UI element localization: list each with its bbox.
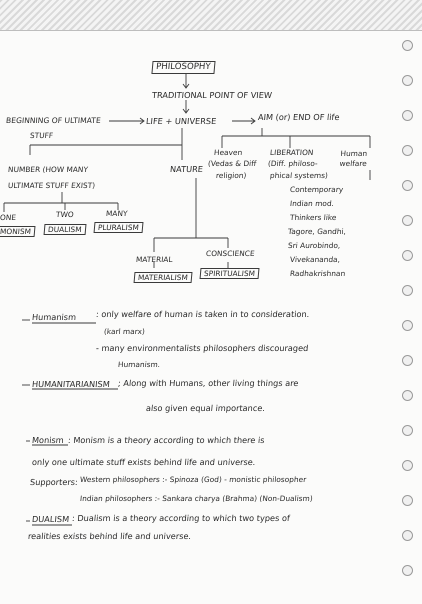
stuff-node: STUFF bbox=[29, 131, 54, 140]
supporters-line: Indian philosophers :- Sankara charya (Brahma) (Non-Dualism) bbox=[79, 494, 314, 503]
thinker-line: Thinkers like bbox=[289, 213, 337, 222]
supporters-line: Western philosophers :- Spinoza (God) - monistic philosopher bbox=[79, 475, 307, 484]
nature-node: NATURE bbox=[169, 164, 204, 174]
monism-term: Monism bbox=[31, 435, 65, 445]
number-node: NUMBER (HOW MANY bbox=[7, 165, 89, 174]
materialism-node: MATERIALISM bbox=[134, 272, 193, 283]
heaven-node: Heaven bbox=[213, 148, 243, 157]
monism-line: only one ultimate stuff exists behind life and universe. bbox=[31, 457, 256, 467]
thinker-line: Sri Aurobindo, bbox=[287, 241, 341, 250]
dualism-term: DUALISM bbox=[31, 514, 70, 524]
humanism-line: Humanism. bbox=[117, 360, 161, 369]
monism-node: MONISM bbox=[0, 226, 35, 237]
beginning-node: BEGINNING OF ULTIMATE bbox=[5, 116, 102, 125]
dualism-line: realities exists behind life and universe. bbox=[27, 531, 192, 541]
thinker-line: Vivekananda, bbox=[289, 255, 341, 264]
humanism-line: : only welfare of human is taken in to consideration. bbox=[95, 309, 310, 319]
many-label: MANY bbox=[105, 209, 128, 218]
human-welfare-node: Human welfare bbox=[339, 149, 368, 168]
humanitarianism-line: ; Along with Humans, other living things are bbox=[117, 378, 299, 388]
thinker-line: Tagore, Gandhi, bbox=[287, 227, 347, 236]
dualism-node: DUALISM bbox=[44, 224, 87, 235]
aim-node: AIM (or) END OF life bbox=[257, 112, 340, 122]
ultimate-stuff-node: ULTIMATE STUFF EXIST) bbox=[7, 181, 96, 190]
heaven-religion-text: religion) bbox=[215, 171, 247, 180]
liberation-phil-text: (Diff. philoso- bbox=[267, 159, 319, 168]
humanism-line: - many environmentalists philosophers discouraged bbox=[95, 343, 309, 353]
humanism-line: (karl marx) bbox=[103, 327, 146, 336]
humanitarianism-line: also given equal importance. bbox=[145, 403, 266, 413]
monism-line: : Monism is a theory according to which there is bbox=[67, 435, 266, 445]
thinker-line: Indian mod. bbox=[289, 199, 335, 208]
one-label: ONE bbox=[0, 213, 17, 222]
spiritualism-node: SPIRITUALISM bbox=[200, 268, 260, 279]
life-universe-node: LIFE + UNIVERSE bbox=[145, 116, 217, 126]
liberation-node: LIBERATION bbox=[269, 148, 314, 157]
traditional-node: TRADITIONAL POINT OF VIEW bbox=[151, 90, 273, 100]
humanism-term: Humanism bbox=[31, 312, 77, 322]
dualism-line: : Dualism is a theory according to which two types of bbox=[71, 513, 291, 523]
philosophy-node: PHILOSOPHY bbox=[151, 61, 215, 74]
pluralism-node: PLURALISM bbox=[94, 222, 144, 233]
heaven-vedas-text: (Vedas & Diff bbox=[207, 159, 257, 168]
conscience-label: CONSCIENCE bbox=[205, 249, 255, 258]
contemporary-label: Contemporary bbox=[289, 185, 344, 194]
thinker-line: Radhakrishnan bbox=[289, 269, 346, 278]
material-label: MATERIAL bbox=[135, 255, 173, 264]
supporters-label: Supporters: bbox=[29, 477, 79, 487]
liberation-sys-text: phical systems) bbox=[269, 171, 329, 180]
two-label: TWO bbox=[55, 210, 75, 219]
humanitarianism-term: HUMANITARIANISM bbox=[31, 379, 111, 389]
